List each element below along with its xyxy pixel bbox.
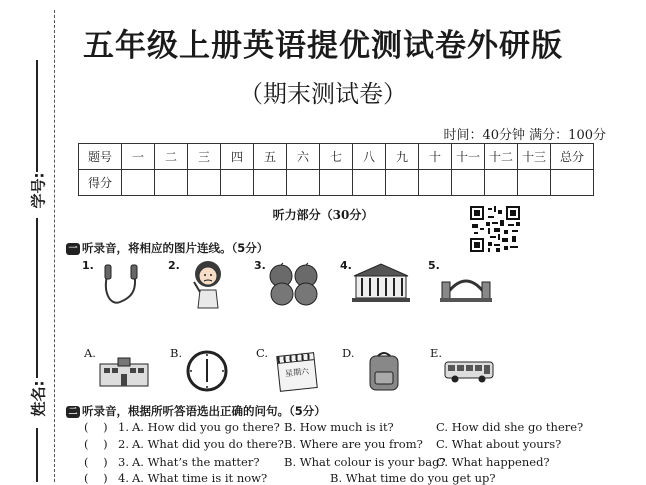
score-input-cell[interactable] bbox=[551, 170, 594, 196]
table-cell: 十一 bbox=[452, 144, 485, 170]
score-input-cell[interactable] bbox=[155, 170, 188, 196]
item-number: 4. bbox=[340, 259, 352, 272]
schoolbag-icon bbox=[366, 350, 402, 392]
score-input-cell[interactable] bbox=[254, 170, 287, 196]
school-building-icon bbox=[98, 356, 150, 388]
option-b: B. What time do you get up? bbox=[330, 471, 496, 485]
table-cell: 一 bbox=[122, 144, 155, 170]
gate-icon bbox=[440, 264, 492, 304]
option-b: B. How much is it? bbox=[284, 420, 394, 434]
qr-code-icon[interactable] bbox=[470, 206, 520, 252]
score-input-cell[interactable] bbox=[287, 170, 320, 196]
answer-blank[interactable]: ( ) bbox=[84, 420, 108, 434]
table-cell: 九 bbox=[386, 144, 419, 170]
option-c: C. What about yours? bbox=[436, 437, 562, 451]
answer-blank[interactable]: ( ) bbox=[84, 471, 108, 485]
score-input-cell[interactable] bbox=[122, 170, 155, 196]
clock-icon bbox=[186, 350, 228, 392]
listening-heading: 听力部分（30分） bbox=[272, 208, 374, 222]
table-cell: 五 bbox=[254, 144, 287, 170]
name-label: 姓名: bbox=[29, 380, 48, 417]
table-cell: 十二 bbox=[485, 144, 518, 170]
option-b: B. Where are you from? bbox=[284, 437, 423, 451]
score-input-cell[interactable] bbox=[353, 170, 386, 196]
binding-line bbox=[36, 218, 38, 378]
table-cell: 题号 bbox=[79, 144, 122, 170]
option-letter: C. bbox=[256, 346, 269, 360]
section1-heading bbox=[66, 240, 268, 256]
option-a: A. How did you go there? bbox=[132, 420, 280, 434]
option-letter: A. bbox=[84, 346, 96, 360]
option-a: A. What did you do there? bbox=[132, 437, 284, 451]
table-cell: 八 bbox=[353, 144, 386, 170]
calendar-text: 星期六 bbox=[284, 366, 310, 379]
score-table bbox=[78, 143, 594, 196]
page-title: 五年级上册英语提优测试卷外研版 bbox=[83, 28, 563, 64]
score-input-cell[interactable] bbox=[320, 170, 353, 196]
calendar-icon bbox=[276, 352, 318, 392]
option-letter: D. bbox=[342, 346, 355, 360]
item-number: 3. bbox=[254, 259, 266, 272]
jump-rope-icon bbox=[98, 262, 144, 308]
item-number: 2. bbox=[168, 259, 180, 272]
binding-line bbox=[36, 428, 38, 482]
score-input-cell[interactable] bbox=[518, 170, 551, 196]
answer-blank[interactable]: ( ) bbox=[84, 437, 108, 451]
score-input-cell[interactable] bbox=[485, 170, 518, 196]
table-cell: 四 bbox=[221, 144, 254, 170]
sick-girl-icon bbox=[188, 258, 228, 310]
table-cell: 七 bbox=[320, 144, 353, 170]
score-input-cell[interactable] bbox=[386, 170, 419, 196]
item-number: 5. bbox=[428, 259, 440, 272]
time-info: 时间：40分钟 满分：100分 bbox=[443, 128, 606, 143]
student-no-label: 学号: bbox=[29, 172, 48, 209]
score-table-header-row bbox=[79, 144, 594, 170]
section-instruction: 听录音，将相应的图片连线。（5分） bbox=[82, 241, 269, 255]
question-number: 1. bbox=[118, 420, 129, 434]
table-cell: 六 bbox=[287, 144, 320, 170]
section-instruction: 听录音，根据所听答语选出正确的问句。（5分） bbox=[82, 404, 326, 418]
bus-icon bbox=[444, 360, 494, 384]
option-a: A. What time is it now? bbox=[132, 471, 268, 485]
score-input-cell[interactable] bbox=[188, 170, 221, 196]
item-number: 1. bbox=[82, 259, 94, 272]
score-table-score-row bbox=[79, 170, 594, 196]
museum-icon bbox=[350, 262, 412, 304]
page-subtitle: （期末测试卷） bbox=[239, 80, 407, 108]
answer-blank[interactable]: ( ) bbox=[84, 455, 108, 469]
question-number: 4. bbox=[118, 471, 129, 485]
table-cell: 十三 bbox=[518, 144, 551, 170]
table-cell: 总分 bbox=[551, 144, 594, 170]
section-number: 二 bbox=[66, 406, 80, 418]
option-letter: E. bbox=[430, 346, 443, 360]
option-a: A. What’s the matter? bbox=[132, 455, 260, 469]
table-cell: 得分 bbox=[79, 170, 122, 196]
option-b: B. What colour is your bag? bbox=[284, 455, 446, 469]
question-number: 2. bbox=[118, 437, 129, 451]
question-number: 3. bbox=[118, 455, 129, 469]
section-number: 一 bbox=[66, 243, 80, 255]
option-c: C. How did she go there? bbox=[436, 420, 584, 434]
score-input-cell[interactable] bbox=[419, 170, 452, 196]
option-letter: B. bbox=[170, 346, 183, 360]
section2-heading bbox=[66, 403, 326, 419]
score-input-cell[interactable] bbox=[452, 170, 485, 196]
table-cell: 三 bbox=[188, 144, 221, 170]
table-cell: 二 bbox=[155, 144, 188, 170]
oranges-icon bbox=[266, 262, 322, 306]
option-c: C. What happened? bbox=[436, 455, 550, 469]
score-input-cell[interactable] bbox=[221, 170, 254, 196]
table-cell: 十 bbox=[419, 144, 452, 170]
